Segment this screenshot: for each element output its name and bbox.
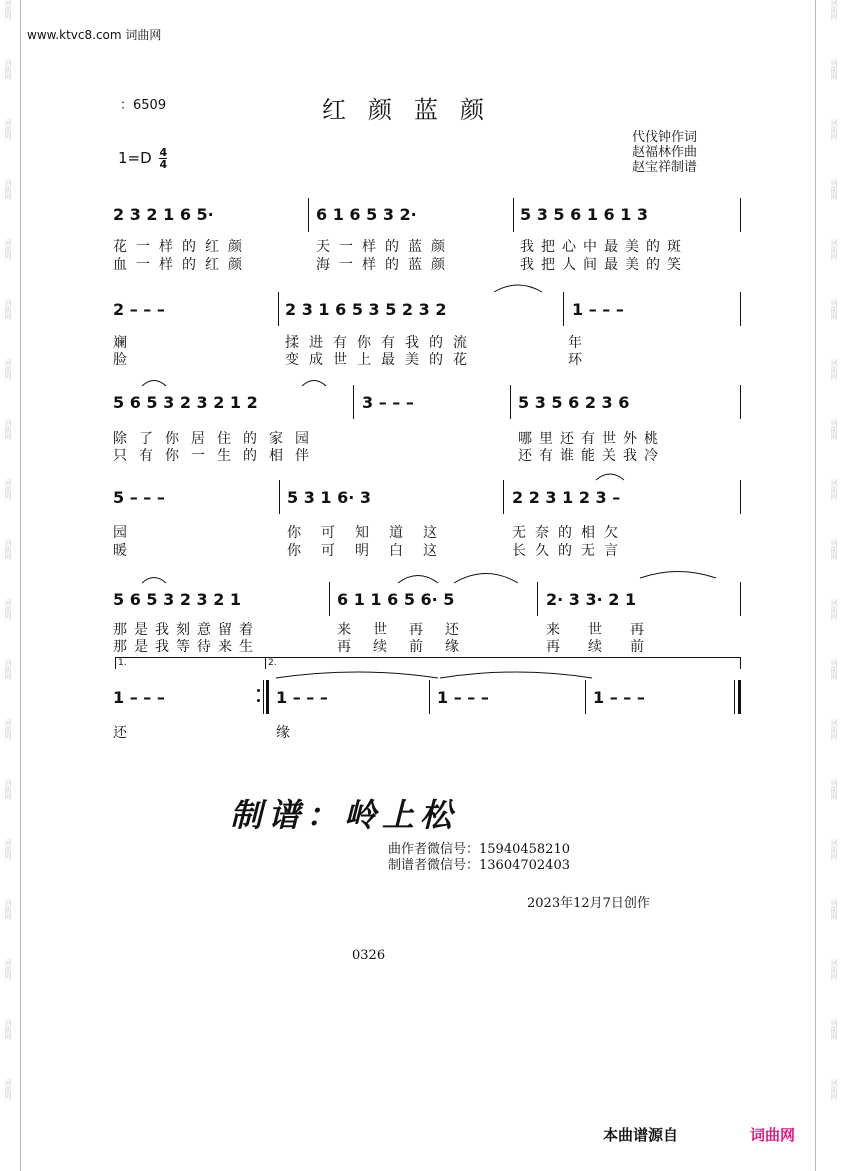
slur [596,474,624,480]
row4-measure3-notes: 2 2 3 1 2 3 – [512,488,621,507]
watermark-text: 词 曲 网 [4,1079,12,1101]
watermark-text: 词 曲 网 [830,299,838,321]
row3-measure3-notes: 5 3 5 6 2 3 6 [518,393,630,412]
slur [398,576,438,584]
watermark-text: 词 曲 网 [4,599,12,621]
row4-measure1-notes: 5 – – – [113,488,165,507]
watermark-text: 词 曲 网 [4,959,12,981]
row2-measure2-notes: 2 3 1 6 5 3 5 2 3 2 [285,300,447,319]
row1-lyrics-a1: 花一样的红颜 [113,239,251,255]
row2-measure3-notes: 1 – – – [572,300,624,319]
row1-measure1-notes: 2 3 2 1 6 5· [113,205,214,224]
watermark-text: 词 曲 网 [830,839,838,861]
contacts [388,842,570,874]
watermark-text: 词 曲 网 [4,479,12,501]
watermark-text: 词 曲 网 [830,239,838,261]
watermark-text: 词 曲 网 [4,839,12,861]
volta-1-label: 1. [118,658,127,668]
row1-lyrics-b1: 血一样的红颜 [113,257,251,273]
slur [142,578,166,584]
row1-lyrics-b2: 海一样的蓝颜 [316,257,454,273]
row5-measure3-notes: 2· 3 3· 2 1 [546,590,637,609]
slur [302,381,326,387]
watermark-text: 词 曲 网 [4,719,12,741]
watermark-text: 词 曲 网 [4,419,12,441]
row3-lyrics-a3: 哪里还有世外桃 [518,431,665,447]
footer-site-link[interactable]: 词曲网 [750,1126,796,1144]
watermark-text: 词 曲 网 [830,179,838,201]
credit-lyricist: 代伐钟作词 [632,130,698,145]
row2-lyrics-b2: 变成世上最美的花 [285,352,477,368]
row6-measure2-notes: 1 – – – [276,688,328,707]
watermark-text: 词 曲 网 [4,899,12,921]
watermark-text: 词 曲 网 [830,419,838,441]
row2-lyrics-a1: 斓 [113,335,127,351]
watermark-text: 词 曲 网 [4,59,12,81]
watermark-text: 词 曲 网 [830,1019,838,1041]
watermark-text: 词 曲 网 [830,719,838,741]
row4-lyrics-a3: 无奈的相欠 [512,525,627,541]
watermark-text: 词 曲 网 [4,539,12,561]
time-signature-bottom: 4 [159,158,168,171]
watermark-text: 词 曲 网 [830,539,838,561]
row5-lyrics-a2: 来世再还 [337,622,481,638]
credit-transcriber: 赵宝祥制谱 [632,160,698,175]
row6-lyrics-1: 还 [113,725,127,741]
watermark-text: 词 曲 网 [830,59,838,81]
row5-lyrics-a3: 来世再 [546,622,672,638]
row2-lyrics-a2: 揉进有你有我的流 [285,335,477,351]
row2-lyrics-b3: 环 [568,352,582,368]
watermark-text: 词 曲 网 [830,0,838,21]
row5-lyrics-a1: 那是我刻意留着 [113,622,260,638]
watermark-text: 词 曲 网 [4,1019,12,1041]
row3-measure2-notes: 3 – – – [362,393,414,412]
row3-lyrics-a1: 除了你居住的家园 [113,431,321,447]
page-title: 红颜蓝颜 [322,96,506,124]
volta-2-label: 2. [268,658,277,668]
credit-composer: 赵福林作曲 [632,145,698,160]
slur [142,381,166,387]
key-label: 1=D [118,149,152,167]
row5-measure2-notes: 6 1 1 6 5 6· 5 [337,590,455,609]
row3-lyrics-b1: 只有你一生的相伴 [113,448,321,464]
row1-lyrics-a2: 天一样的蓝颜 [316,239,454,255]
row1-lyrics-b3: 我把人间最美的笑 [520,257,688,273]
row5-measure1-notes: 5 6 5 3 2 3 2 1 [113,590,242,609]
row5-lyrics-b2: 再续前缘 [337,639,481,655]
row4-lyrics-b3: 长久的无言 [512,543,627,559]
row5-lyrics-b1: 那是我等待来生 [113,639,260,655]
watermark-text: 词 曲 网 [830,119,838,141]
footer-source-label: 本曲谱源自 [603,1126,679,1144]
site-header: www.ktvc8.com 词曲网 [27,28,162,42]
watermark-text: 词 曲 网 [830,899,838,921]
row6-lyrics-2: 缘 [276,725,290,741]
watermark-text: 词 曲 网 [830,1079,838,1101]
row1-lyrics-a3: 我把心中最美的斑 [520,239,688,255]
row6-measure4-notes: 1 – – – [593,688,645,707]
row2-lyrics-a3: 年 [568,335,582,351]
row4-measure2-notes: 5 3 1 6· 3 [287,488,372,507]
row2-measure1-notes: 2 – – – [113,300,165,319]
code-number: 0326 [352,948,386,963]
row3-measure1-notes: 5 6 5 3 2 3 2 1 2 [113,393,258,412]
composer-wechat: 曲作者微信号：15940458210 [388,842,570,857]
row4-lyrics-b1: 暖 [113,543,127,559]
watermark-text: 词 曲 网 [4,359,12,381]
slur [454,574,518,584]
watermark-text: 词 曲 网 [4,0,12,21]
row4-lyrics-a2: 你可知道这 [287,525,457,541]
row1-measure2-notes: 6 1 6 5 3 2· [316,205,417,224]
watermark-text: 词 曲 网 [4,659,12,681]
row1-measure3-notes: 5 3 5 6 1 6 1 3 [520,205,649,224]
watermark-text: 词 曲 网 [830,779,838,801]
song-id: ：6509 [120,98,167,113]
row2-lyrics-b1: 脸 [113,352,127,368]
watermark-text: 词 曲 网 [830,959,838,981]
watermark-text: 词 曲 网 [4,239,12,261]
tie [276,672,438,678]
time-signature-top: 4 [159,146,168,159]
tie [440,672,592,678]
watermark-text: 词 曲 网 [4,299,12,321]
watermark-text: 词 曲 网 [830,359,838,381]
row4-lyrics-b2: 你可明白这 [287,543,457,559]
slur [640,572,716,579]
row6-measure1-notes: 1 – – – [113,688,165,707]
watermark-text: 词 曲 网 [4,179,12,201]
watermark-text: 词 曲 网 [830,659,838,681]
slur [494,285,542,292]
watermark-text: 词 曲 网 [4,779,12,801]
signature: 制谱：岭上松 [230,796,459,834]
creation-date: 2023年12月7日创作 [527,896,650,911]
row5-lyrics-b3: 再续前 [546,639,672,655]
watermark-text: 词 曲 网 [830,599,838,621]
watermark-text: 词 曲 网 [830,479,838,501]
watermark-text: 词 曲 网 [4,119,12,141]
transcriber-wechat: 制谱者微信号：13604702403 [388,858,570,873]
row3-lyrics-b3: 还有谁能关我冷 [518,448,665,464]
row6-measure3-notes: 1 – – – [437,688,489,707]
row4-lyrics-a1: 园 [113,525,127,541]
